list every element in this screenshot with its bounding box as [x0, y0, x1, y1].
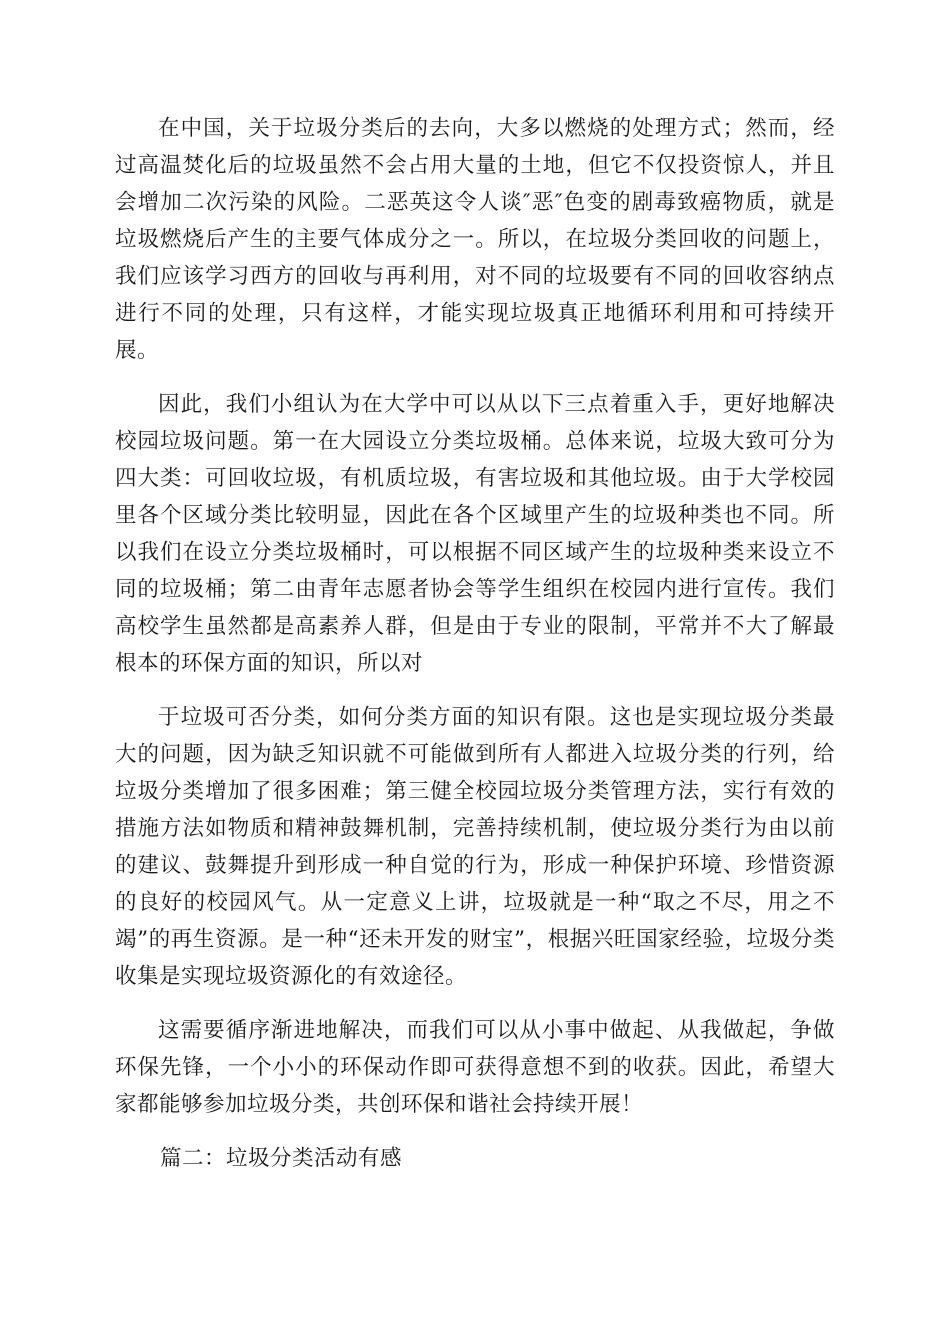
paragraph-gap — [115, 1123, 835, 1140]
section-heading: 篇二：垃圾分类活动有感 — [160, 1146, 403, 1171]
document-body — [115, 110, 835, 1177]
paragraph-knowledge-management: 于垃圾可否分类，如何分类方面的知识有限。这也是实现垃圾分类最大的问题，因为缺乏知识就不可能做到所有人都进入垃圾分类的行列，给垃圾分类增加了很多困难；第三健全校园垃圾分类管理方法，实行有效的措施方法如物质和精神鼓舞机制，完善持续机制，使垃圾分类行为由以前的建议、鼓舞提升到形成一种自觉的行为，形成一种保护环境、珍惜资源的良好的校园风气。从一定意义上讲，垃圾就是一种“取之不尽，用之不竭”的再生资源。是一种“还未开发的财宝”，根据兴旺国家经验，垃圾分类收集是实现垃圾资源化的有效途径。 — [115, 705, 835, 989]
paragraph-campus-measures: 因此，我们小组认为在大学中可以从以下三点着重入手，更好地解决校园垃圾问题。第一在大园设立分类垃圾桶。总体来说，垃圾大致可分为四大类：可回收垃圾，有机质垃圾，有害垃圾和其他垃圾。由于大学校园里各个区域分类比较明显，因此在各个区域里产生的垃圾种类也不同。所以我们在设立分类垃圾桶时，可以根据不同区域产生的垃圾种类来设立不同的垃圾桶；第二由青年志愿者协会等学生组织在校园内进行宣传。我们高校学生虽然都是高素养人群，但是由于专业的限制，平常并不大了解最根本的环保方面的知识，所以对 — [115, 392, 835, 676]
paragraph-gap — [115, 682, 835, 699]
paragraph-incineration: 在中国，关于垃圾分类后的去向，大多以燃烧的处理方式；然而，经过高温焚化后的垃圾虽然不会占用大量的土地，但它不仅投资惊人，并且会增加二次污染的风险。二恶英这令人谈″恶″色变的剧毒致癌物质，就是垃圾燃烧后产生的主要气体成分之一。所以，在垃圾分类回收的问题上，我们应该学习西方的回收与再利用，对不同的垃圾要有不同的回收容纳点进行不同的处理，只有这样，才能实现垃圾真正地循环利用和可持续开展。 — [115, 116, 835, 363]
paragraph-gap — [115, 369, 835, 386]
paragraph-conclusion: 这需要循序渐进地解决，而我们可以从小事中做起、从我做起，争做环保先锋，一个小小的环保动作即可获得意想不到的收获。因此，希望大家都能够参加垃圾分类，共创环保和谐社会持续开展！ — [115, 1018, 835, 1117]
paragraph-gap — [115, 995, 835, 1012]
